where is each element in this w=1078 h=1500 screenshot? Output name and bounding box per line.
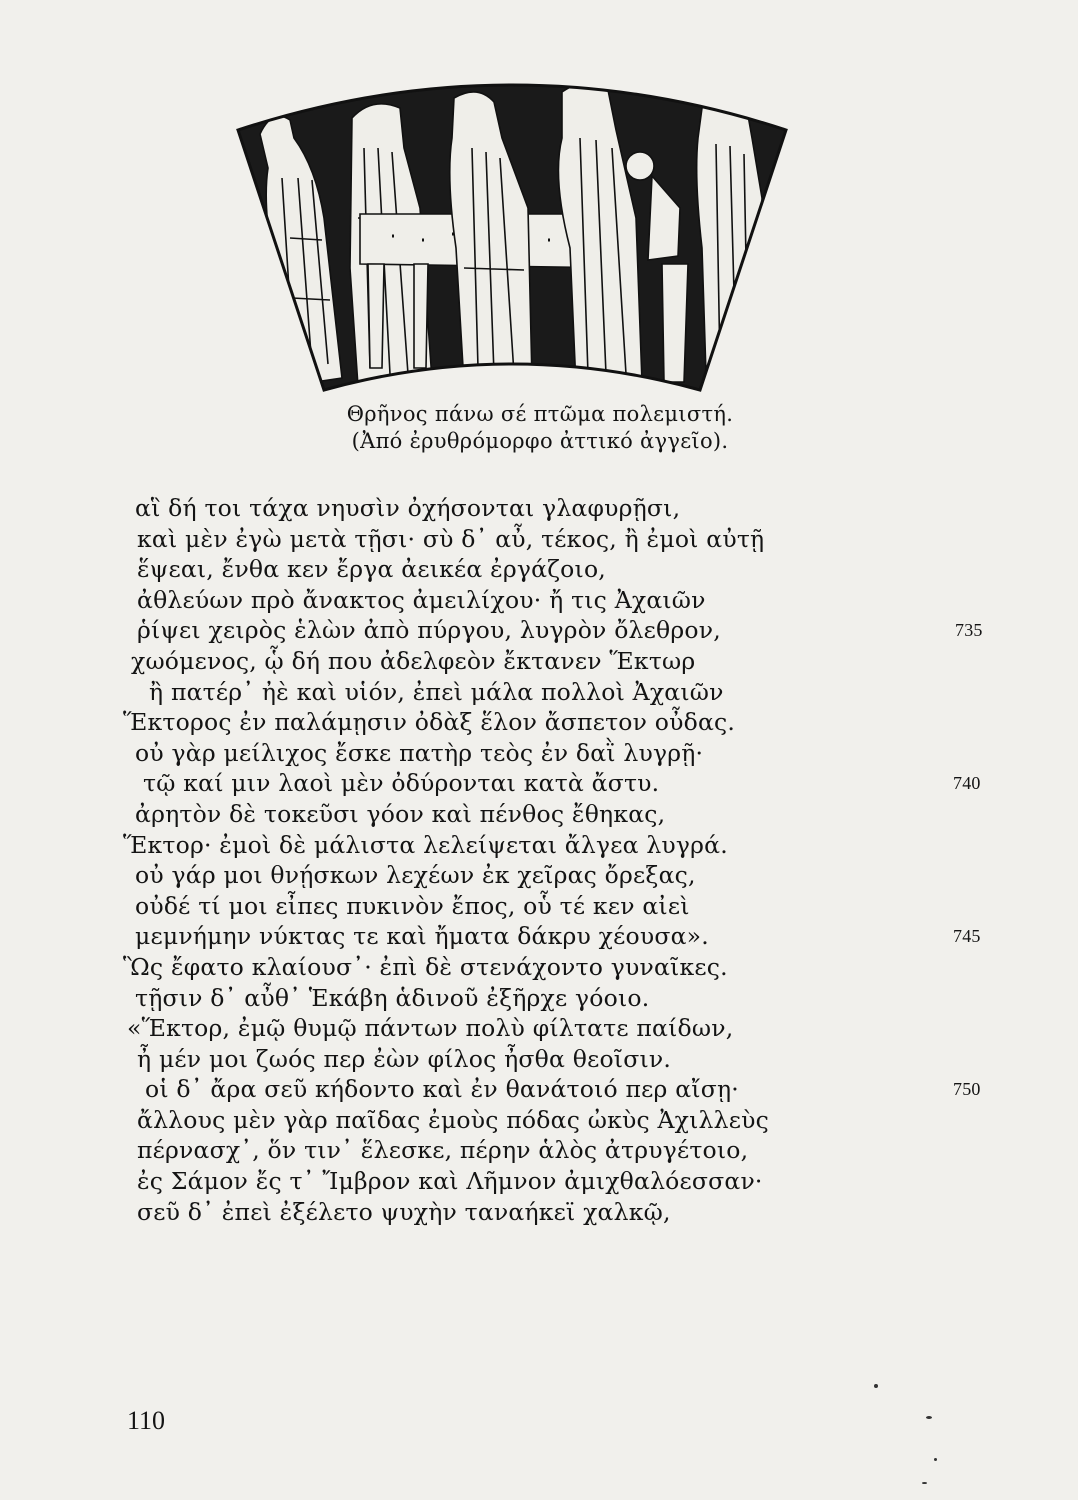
verse-text: ἕψεαι, ἔνθα κεν ἔργα ἀεικέα ἐργάζοιο,: [137, 555, 606, 584]
verse-text: μεμνήμην νύκτας τε καὶ ἤματα δάκρυ χέουσα».: [135, 922, 709, 951]
verse-line: [137, 1105, 1017, 1136]
line-number: 745: [953, 926, 981, 947]
verse-text: οὐδέ τί μοι εἶπες πυκινὸν ἔπος, οὗ τέ κεν αἰεὶ: [135, 891, 690, 920]
verse-line: [135, 799, 1015, 830]
line-number: 735: [955, 620, 983, 641]
verse-block: [123, 493, 1015, 1227]
verse-text: σεῦ δ᾽ ἐπεὶ ἐξέλετο ψυχὴν ταναήκεϊ χαλκῷ,: [137, 1197, 671, 1226]
verse-line: [135, 493, 1015, 524]
verse-text: καὶ μὲν ἐγὼ μετὰ τῇσι· σὺ δ᾽ αὖ, τέκος, ἢ ἐμοὶ αὐτῇ: [137, 524, 765, 553]
print-speck: [874, 1384, 878, 1388]
print-speck: [922, 1482, 927, 1484]
verse-line: [143, 768, 1023, 799]
verse-line: [137, 1135, 1017, 1166]
verse-line: [137, 615, 1017, 646]
verse-line: [137, 524, 1017, 555]
verse-text: Ὣς ἔφατο κλαίουσ᾽· ἐπὶ δὲ στενάχοντο γυναῖκες.: [123, 952, 728, 981]
verse-text: τῷ καί μιν λαοὶ μὲν ὀδύρονται κατὰ ἄστυ.: [143, 769, 660, 798]
verse-text: οἱ δ᾽ ἄρα σεῦ κήδοντο καὶ ἐν θανάτοιό περ αἴσῃ·: [145, 1075, 739, 1104]
verse-line: [137, 1166, 1017, 1197]
verse-text: ἀρητὸν δὲ τοκεῦσι γόον καὶ πένθος ἔθηκας,: [135, 799, 666, 828]
verse-line: [127, 1013, 1007, 1044]
verse-text: αἳ δή τοι τάχα νηυσὶν ὀχήσονται γλαφυρῇσι,: [135, 494, 681, 522]
verse-line: [137, 554, 1017, 585]
verse-text: ῥίψει χειρὸς ἑλὼν ἀπὸ πύργου, λυγρὸν ὄλεθρον,: [137, 616, 721, 645]
verse-text: τῇσιν δ᾽ αὖθ᾽ Ἑκάβη ἁδινοῦ ἐξῆρχε γόοιο.: [135, 983, 650, 1012]
verse-text: οὐ γὰρ μείλιχος ἔσκε πατὴρ τεὸς ἐν δαῒ λυγρῇ·: [135, 738, 704, 767]
verse-line: [135, 983, 1015, 1014]
verse-text: «Ἕκτορ, ἐμῷ θυμῷ πάντων πολὺ φίλτατε παίδων,: [127, 1014, 734, 1043]
verse-line: [123, 707, 1003, 738]
verse-line: [131, 646, 1011, 677]
verse-text: πέρνασχ᾽, ὅν τιν᾽ ἕλεσκε, πέρην ἁλὸς ἀτρυγέτοιο,: [137, 1136, 749, 1165]
verse-text: ἀθλεύων πρὸ ἄνακτος ἀμειλίχου· ἤ τις Ἀχαιῶν: [137, 585, 706, 614]
page-number: 110: [127, 1406, 166, 1435]
verse-line: [135, 921, 1015, 952]
verse-line: [123, 830, 1003, 861]
verse-line: [137, 1044, 1017, 1075]
print-speck: [926, 1416, 932, 1419]
line-number: 740: [953, 773, 981, 794]
verse-text: ἐς Σάμον ἔς τ᾽ Ἴμβρον καὶ Λῆμνον ἀμιχθαλόεσσαν·: [137, 1167, 763, 1196]
illustration-caption-source: (Ἀπό ἐρυθρόμορφο ἀττικό ἀγγεῖο).: [351, 429, 729, 453]
verse-text: Ἕκτορ· ἐμοὶ δὲ μάλιστα λελείψεται ἄλγεα λυγρά.: [123, 830, 728, 859]
verse-text: ἢ πατέρ᾽ ἠὲ καὶ υἱόν, ἐπεὶ μάλα πολλοὶ Ἀχαιῶν: [149, 677, 724, 706]
verse-line: [137, 1197, 1017, 1228]
verse-line: [135, 860, 1015, 891]
verse-line: [137, 585, 1017, 616]
verse-text: Ἕκτορος ἐν παλάμῃσιν ὀδὰξ ἕλον ἄσπετον οὖδας.: [123, 708, 736, 737]
verse-text: οὐ γάρ μοι θνῄσκων λεχέων ἐκ χεῖρας ὄρεξας,: [135, 861, 696, 890]
verse-line: [123, 952, 1003, 983]
line-number: 750: [953, 1079, 981, 1100]
verse-text: ἦ μέν μοι ζωός περ ἐὼν φίλος ἦσθα θεοῖσιν.: [137, 1044, 672, 1073]
red-figure-vase-illustration: [232, 68, 792, 398]
verse-line: [149, 677, 1029, 708]
illustration-caption-title: Θρῆνος πάνω σέ πτῶμα πολεμιστή.: [346, 402, 734, 426]
verse-text: ἄλλους μὲν γὰρ παῖδας ἐμοὺς πόδας ὠκὺς Ἀχιλλεὺς: [137, 1105, 769, 1134]
verse-line: [135, 891, 1015, 922]
verse-line: [135, 738, 1015, 769]
verse-text: χωόμενος, ᾧ δή που ἀδελφεὸν ἔκτανεν Ἕκτωρ: [131, 646, 696, 675]
verse-line: [145, 1074, 1025, 1105]
print-speck: [934, 1458, 937, 1461]
